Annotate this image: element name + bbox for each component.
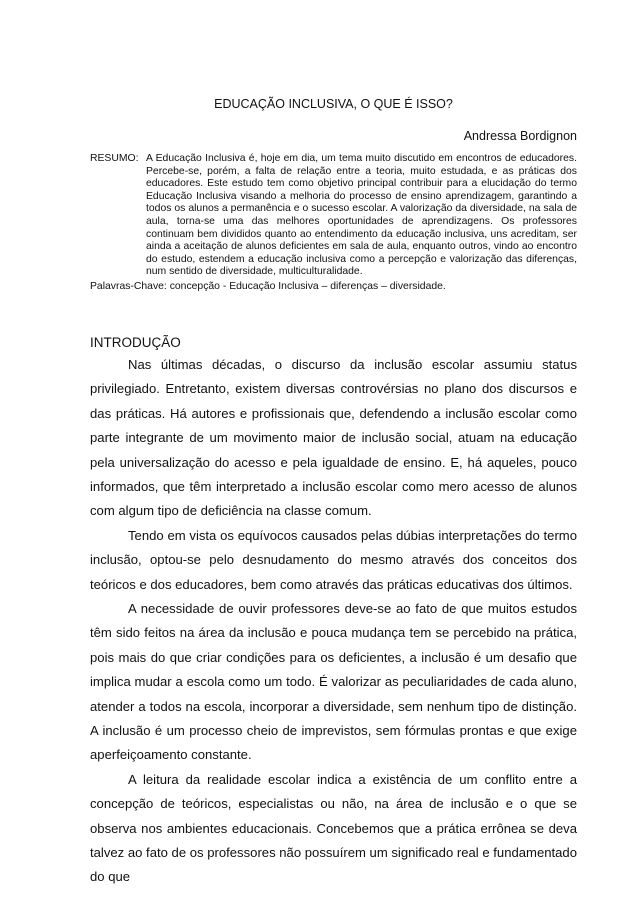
paragraph: Nas últimas décadas, o discurso da inclusão escolar assumiu status privilegiado. Entretanto, existem diversas controvérsias no plano dos discursos e das práticas. Há autores e profissionais que, defendendo a inclusão escolar como parte integrante de um movimento maior de inclusão social, atuam na educação pela universalização do acesso e pela igualdade de ensino. E, há aqueles, pouco informados, que têm interpretado a inclusão escolar como mero acesso de alunos com algum tipo de deficiência na classe comum. [90,356,577,519]
paragraph: A necessidade de ouvir professores deve-se ao fato de que muitos estudos têm sido feitos na área da inclusão e pouca mudança tem se percebido na prática, pois mais do que criar condições para os deficientes, a inclusão é um desafio que implica mudar a escola como um todo. É valorizar as peculiaridades de cada aluno, atender a todos na escola, incorporar a diversidade, sem nenhum tipo de distinção. A inclusão é um processo cheio de imprevistos, sem fórmulas prontas e que exige aperfeiçoamento constante. [90,601,577,763]
document-title: EDUCAÇÃO INCLUSIVA, O QUE É ISSO? [214,97,453,111]
author-name: Andressa Bordignon [463,129,577,143]
abstract-block [90,153,577,279]
section-heading: INTRODUÇÃO [90,334,181,350]
paragraph: Tendo em vista os equívocos causados pelas dúbias interpretações do termo inclusão, optou-se pelo desnudamento do mesmo através dos conceitos dos teóricos e dos educadores, bem como através das práticas educativas dos últimos. [90,527,577,592]
paragraph: A leitura da realidade escolar indica a existência de um conflito entre a concepção de teóricos, especialistas ou não, na área de inclusão e o que se observa nos ambientes educacionais. Concebemos que a prática errônea se deva talvez ao fato de os professores não possuírem um significado real e fundamentado do que [90,771,577,885]
body-text [90,353,577,890]
abstract-text: A Educação Inclusiva é, hoje em dia, um tema muito discutido em encontros de educadores. Percebe-se, porém, a falta de relação entre a teoria, muito estudada, e as práticas dos educadores. Este estudo tem como objetivo principal contribuir para a elucidação do termo Educação Inclusiva visando a melhoria do processo de ensino aprendizagem, garantindo a todos os alunos a permanência e o sucesso escolar. A valorização da diversidade, na sala de aula, torna-se uma das melhores oportunidades de aprendizagens. Os professores continuam bem divididos quanto ao entendimento da educação inclusiva, uns acreditam, ser ainda a aceitação de alunos deficientes em sala de aula, enquanto outros, vindo ao encontro do estudo, estendem a educação inclusiva como a percepção e valorização das diferenças, num sentido de diversidade, multiculturalidade. [146,153,577,278]
keywords-line: Palavras-Chave: concepção - Educação Inclusiva – diferenças – diversidade. [90,280,446,292]
document-page [90,96,577,890]
abstract-label: RESUMO: [90,153,139,164]
